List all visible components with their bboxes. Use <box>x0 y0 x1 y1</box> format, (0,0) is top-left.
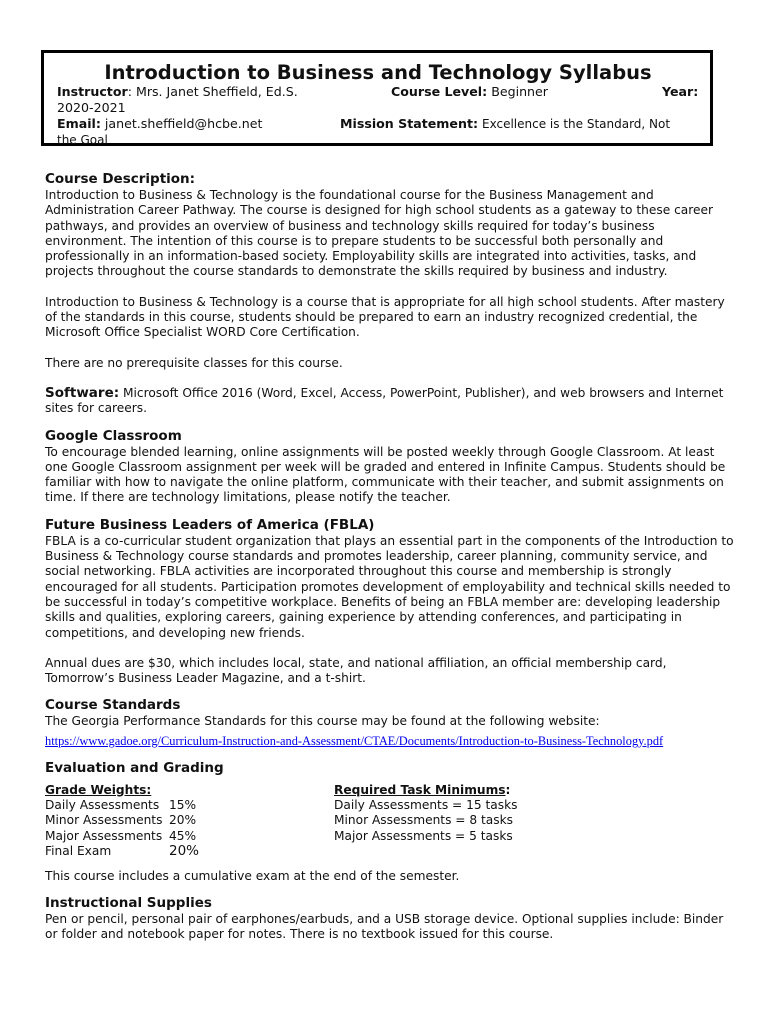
grading-columns <box>45 783 735 861</box>
email-line <box>54 116 710 132</box>
software-paragraph <box>45 386 735 417</box>
instructor-info <box>57 84 298 100</box>
grade-weight-value: 15% <box>169 798 197 813</box>
course-level-label: Course Level: <box>391 84 488 99</box>
page-title: Introduction to Business and Technology Syllabus <box>104 61 652 84</box>
grade-weight-value: 45% <box>169 828 197 843</box>
grade-weight-row <box>45 842 200 859</box>
supplies-heading: Instructional Supplies <box>45 895 212 912</box>
task-minimums <box>334 783 518 844</box>
task-minimums-colon: : <box>505 782 511 797</box>
fbla-heading: Future Business Leaders of America (FBLA) <box>45 516 375 533</box>
google-classroom-paragraph: To encourage blended learning, online assignments will be posted weekly through Google Classroom. At least one Google Classroom assignment per week will be graded and entered in Infinite Campus. Students should be familiar with how to navigate the online platform, communicate with their teacher, and submit assignments on time. If there are technology limitations, please notify the teacher. <box>45 444 726 505</box>
grade-weight-label: Major Assessments <box>45 828 163 843</box>
grade-weight-row <box>45 798 197 813</box>
task-minimum-row: Daily Assessments = 15 tasks <box>334 798 518 813</box>
course-standards-heading: Course Standards <box>45 697 181 714</box>
year-label: Year: <box>662 84 699 99</box>
course-description-paragraph-2: Introduction to Business & Technology is a course that is appropriate for all high school students. After mastery of the standards in this course, students should be prepared to earn an industry recognized credential, the Microsoft Office Specialist WORD Core Certification. <box>45 294 725 340</box>
grade-weight-value: 20% <box>169 842 200 859</box>
email-value: janet.sheffield@hcbe.net <box>104 116 263 131</box>
prerequisite-note: There are no prerequisite classes for this course. <box>45 355 343 370</box>
mission-value-cont: the Goal <box>57 133 108 147</box>
task-minimum-row: Major Assessments = 5 tasks <box>334 828 513 843</box>
instructor-line <box>54 84 710 100</box>
cumulative-exam-note: This course includes a cumulative exam at the end of the semester. <box>45 868 460 883</box>
course-standards-text: The Georgia Performance Standards for this course may be found at the following website: <box>45 714 600 729</box>
syllabus-header-box <box>41 50 713 146</box>
course-level-info <box>391 84 548 100</box>
standards-link[interactable]: https://www.gadoe.org/Curriculum-Instruction-and-Assessment/CTAE/Documents/Introduction-to-Business-Technology.pdf <box>45 733 664 748</box>
grade-weight-row <box>45 828 197 844</box>
course-description-heading: Course Description: <box>45 171 196 187</box>
grade-weight-label: Final Exam <box>45 843 112 858</box>
software-text: Microsoft Office 2016 (Word, Excel, Access, PowerPoint, Publisher), and web browsers and Internet sites for careers. <box>45 385 724 416</box>
email-label: Email: <box>57 116 101 131</box>
grade-weights <box>45 782 200 859</box>
evaluation-heading: Evaluation and Grading <box>45 759 224 776</box>
mission-value: Excellence is the Standard, Not <box>482 117 671 131</box>
mission-label: Mission Statement: <box>340 116 478 131</box>
fbla-paragraph-2: Annual dues are $30, which includes local, state, and national affiliation, an official membership card, Tomorrow’s Business Leader Magazine, and a t-shirt. <box>45 655 667 686</box>
task-minimums-heading: Required Task Minimums <box>334 782 506 797</box>
grade-weight-label: Daily Assessments <box>45 798 160 813</box>
software-label: Software: <box>45 384 120 401</box>
google-classroom-heading: Google Classroom <box>45 427 182 444</box>
instructor-value: : Mrs. Janet Sheffield, Ed.S. <box>127 84 298 99</box>
mission-info <box>340 116 670 132</box>
year-value: 2020-2021 <box>57 100 126 115</box>
task-minimum-row: Minor Assessments = 8 tasks <box>334 813 514 828</box>
syllabus-body <box>45 170 735 943</box>
instructor-label: Instructor <box>57 84 128 99</box>
grade-weight-value: 20% <box>169 813 197 828</box>
mission-line-cont <box>54 132 710 148</box>
task-minimums-heading-row <box>334 783 518 798</box>
grade-weight-label: Minor Assessments <box>45 813 163 828</box>
fbla-paragraph-1: FBLA is a co-curricular student organization that plays an essential part in the components of the Introduction to Business & Technology course standards and promotes leadership, career planning, community service, and social networking. FBLA activities are incorporated throughout this course and membership is strongly encouraged for all students. Participation promotes development of employability and technical skills needed to be successful in today’s competitive workplace. Benefits of being an FBLA member are: developing leadership skills and qualities, exploring careers, gaining experience by attending conferences, and participating in competitions, and developing new friends. <box>45 533 734 640</box>
email-info <box>57 116 262 132</box>
year-line <box>54 100 710 116</box>
grade-weight-row <box>45 813 197 828</box>
course-level-value: Beginner <box>491 84 548 99</box>
grade-weights-heading: Grade Weights: <box>45 782 152 797</box>
supplies-paragraph: Pen or pencil, personal pair of earphones/earbuds, and a USB storage device. Optional supplies include: Binder or folder and notebook paper for notes. There is no textbook issued for this course. <box>45 912 724 942</box>
course-description-paragraph-1: Introduction to Business & Technology is the foundational course for the Business Management and Administration Career Pathway. The course is designed for high school students as a gateway to these career pathways, and provides an overview of business and technology skills required for today’s business environment. The intention of this course is to prepare students to be successful both personally and professionally in an information-based society. Employability skills are integrated into activities, tasks, and projects throughout the course standards to demonstrate the skills required by business and industry. <box>45 188 714 279</box>
